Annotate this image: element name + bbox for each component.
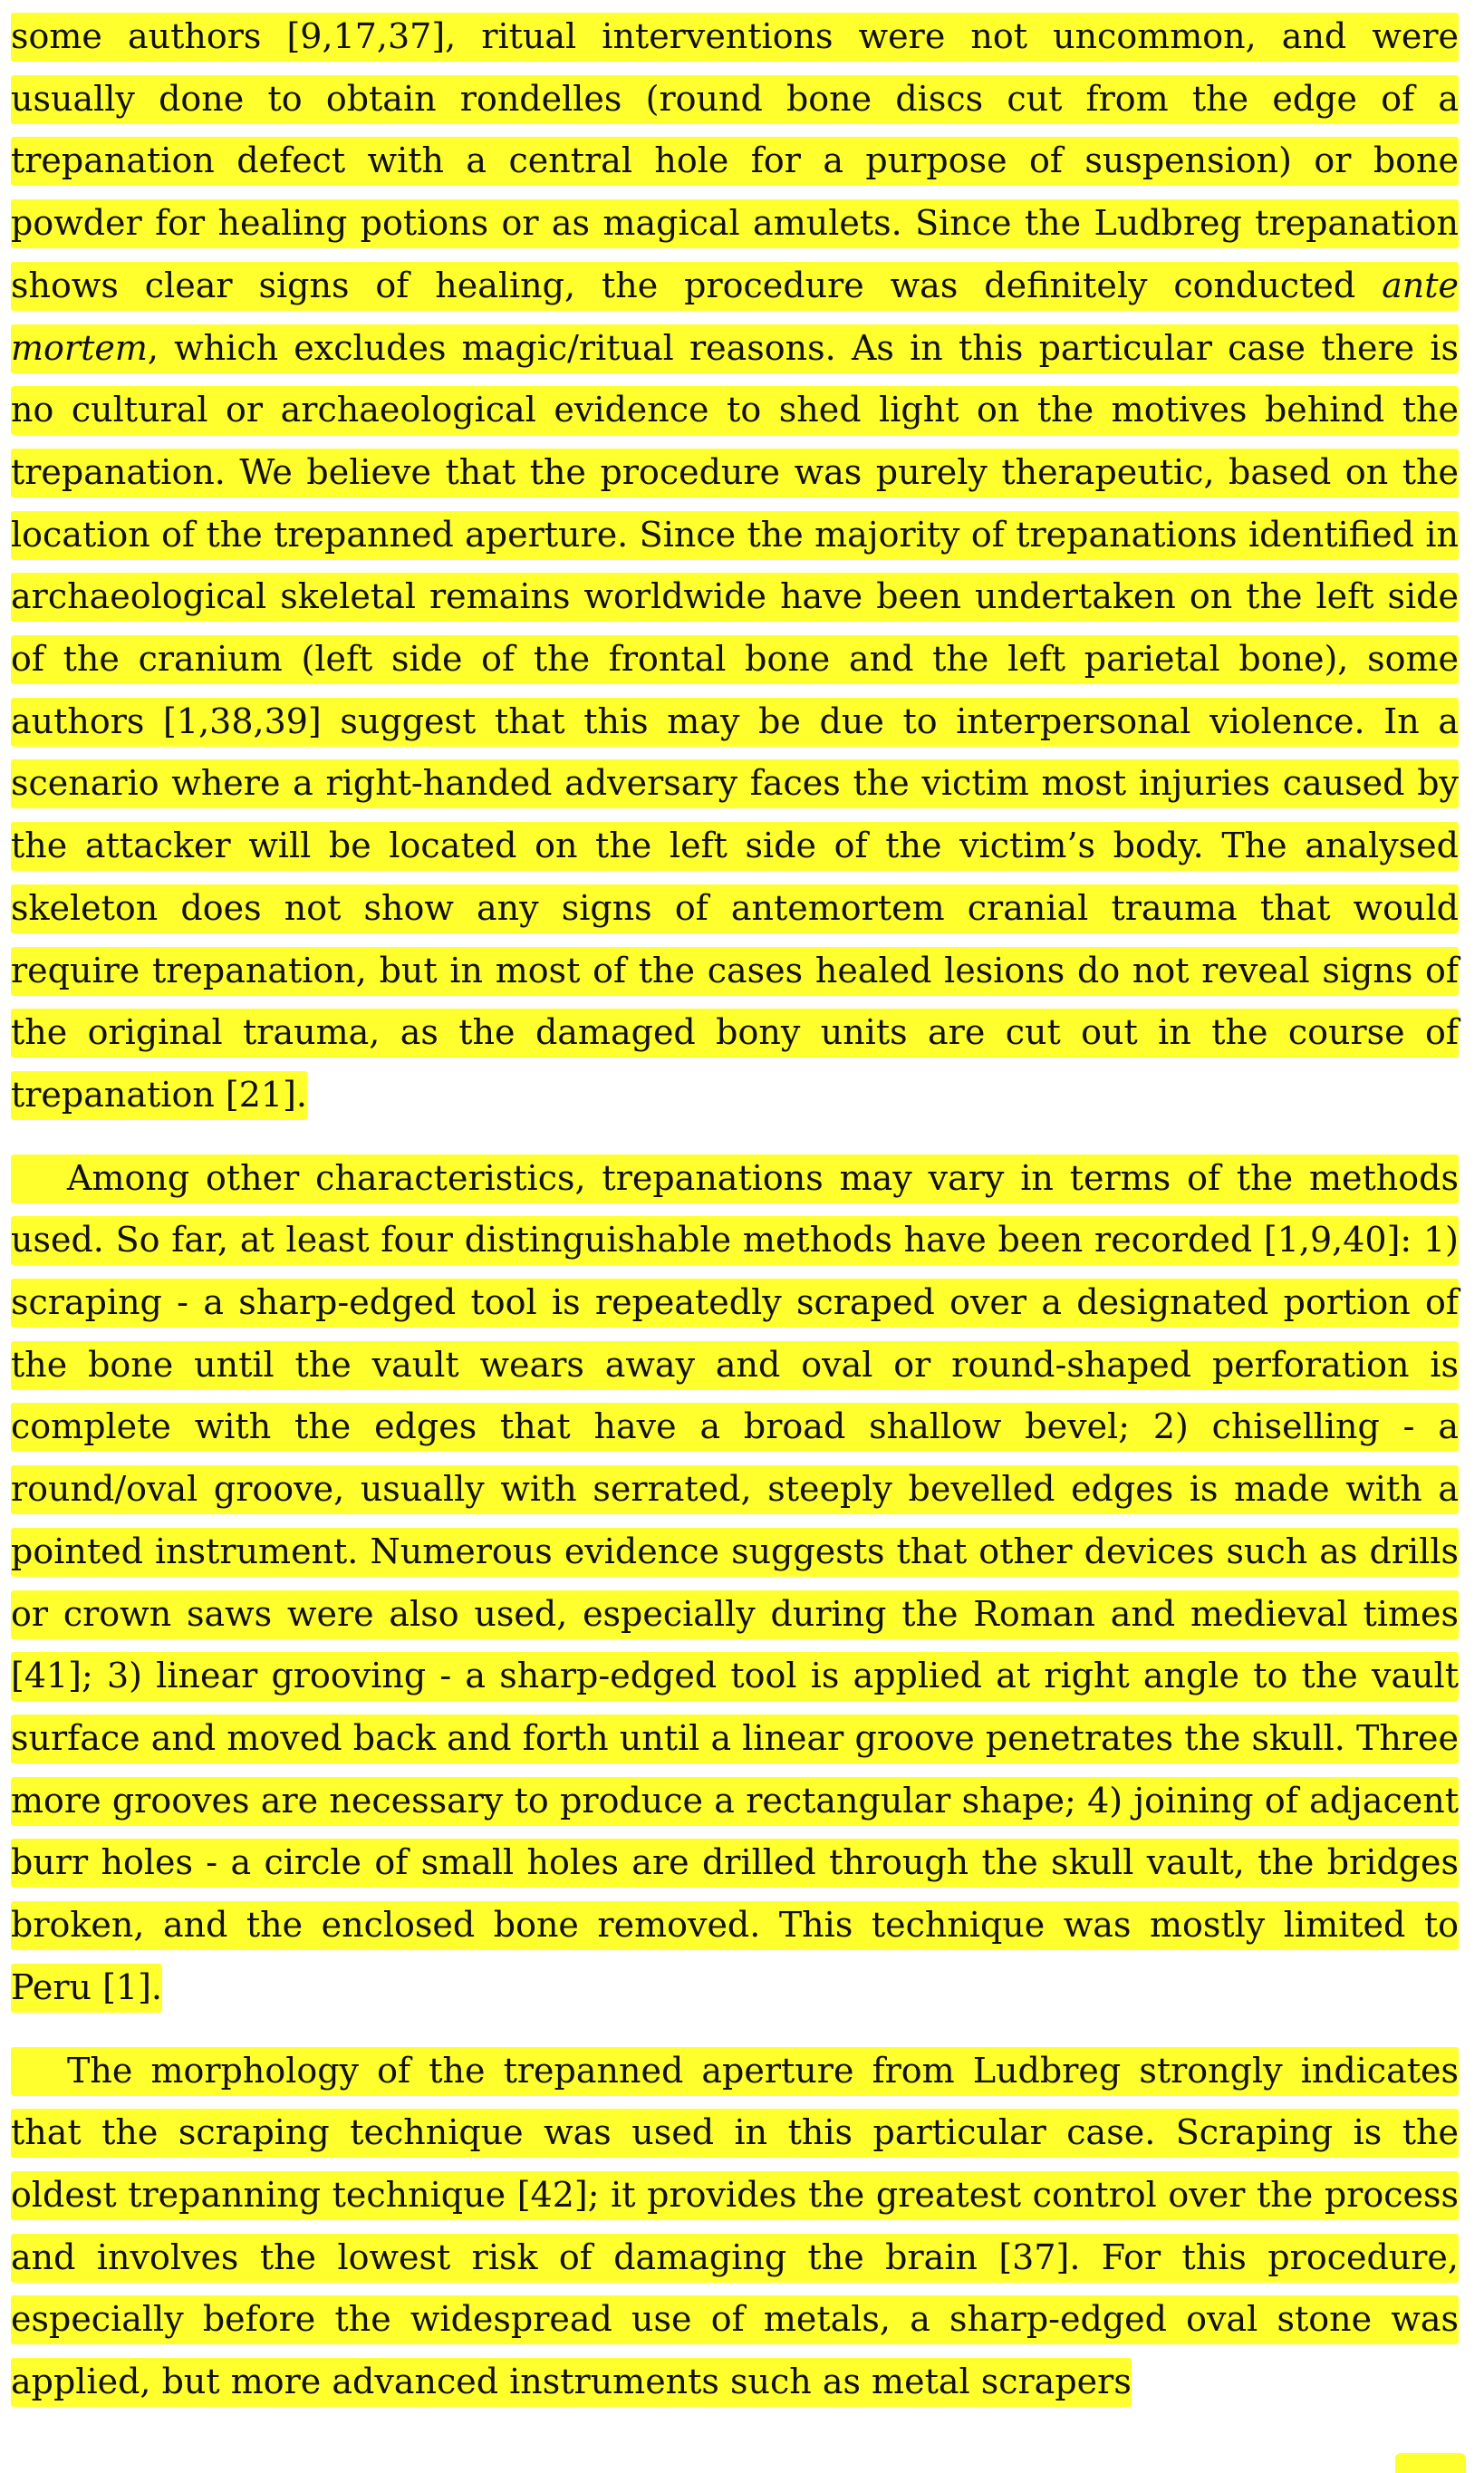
paragraph-3-text: The morphology of the trepanned aperture from Ludbreg strongly indicates that the scraping technique was used in this particular case. Scraping is the oldest trepanning technique [42]; it provides the greatest control over the process and involves the lowest risk of damaging the brain [37]. For this procedure, especially before the widespread use of metals, a sharp-edged oval stone was applied, but more advanced instruments such as metal scrapers (11, 2050, 1459, 2402)
paragraph-1-text-start: some authors [9,17,37], ritual interventions were not uncommon, and were usually done to obtain rondelles (round bone discs cut from the edge of a trepanation defect with a central hole for a purpose of suspension) or bone powder for healing potions or as magical amulets. Since the Ludbreg trepanation shows clear signs of healing, the procedure was definitely conducted (11, 16, 1459, 305)
article-text-column (11, 0, 1459, 2434)
paragraph-2-text: Among other characteristics, trepanations may vary in terms of the methods used. So far, at least four distinguishable methods have been recorded [1,9,40]: 1) scraping - a sharp-edged tool is repeatedly scraped over a designated portion of the bone until the vault wears away and oval or round-shaped perforation is complete with the edges that have a broad shallow bevel; 2) chiselling - a round/oval groove, usually with serrated, steeply bevelled edges is made with a pointed instrument. Numerous evidence suggests that other devices such as drills or crown saws were also used, especially during the Roman and medieval times [41]; 3) linear grooving - a sharp-edged tool is applied at right angle to the vault surface and moved back and forth until a linear groove penetrates the skull. Three more grooves are necessary to produce a rectangular shape; 4) joining of adjacent burr holes - a circle of small holes are drilled through the skull vault, the bridges broken, and the enclosed bone removed. This technique was mostly limited to Peru [1]. (11, 1157, 1459, 2007)
highlight-paragraph-3 (11, 2047, 1459, 2408)
highlight-paragraph-1 (11, 13, 1459, 1120)
paragraph-indent (11, 1189, 67, 1190)
paragraph-ritual-motives (11, 5, 1459, 1126)
highlight-paragraph-2 (11, 1154, 1459, 2013)
paragraph-scraping-technique (11, 2040, 1459, 2413)
page-corner-highlight-mark (1395, 2453, 1466, 2473)
italic-ante-mortem: ante mortem (11, 265, 1459, 368)
paragraph-1-text-end: , which excludes magic/ritual reasons. As in this particular case there is no cultural or archaeological evidence to shed light on the motives behind the trepanation. We believe that the procedure was purely therapeutic, based on the location of the trepanned aperture. Since the majority of trepanations identified in archaeological skeletal remains worldwide have been undertaken on the left side of the cranium (left side of the frontal bone and the left parietal bone), some authors [1,38,39] suggest that this may be due to interpersonal violence. In a scenario where a right-handed adversary faces the victim most injuries caused by the attacker will be located on the left side of the victim’s body. The analysed skeleton does not show any signs of antemortem cranial trauma that would require trepanation, but in most of the cases healed lesions do not reveal signs of the original trauma, as the damaged bony units are cut out in the course of trepanation [21]. (11, 327, 1459, 1115)
paragraph-trepanation-methods (11, 1147, 1459, 2019)
